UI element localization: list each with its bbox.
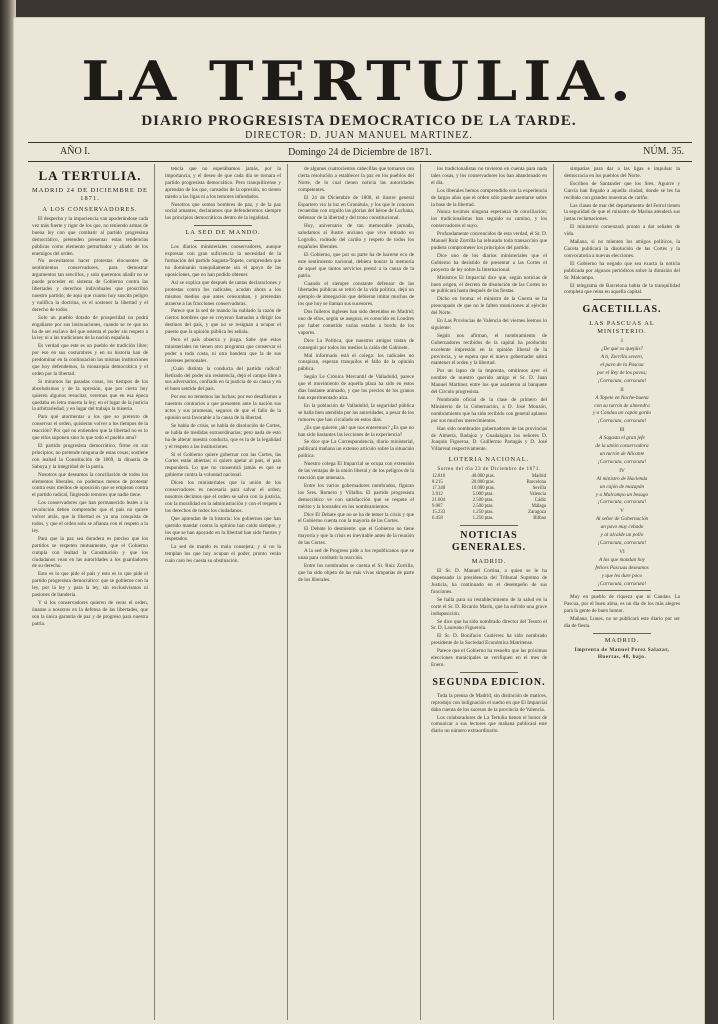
paragraph: El Gobierno ha negado que sea exacta la noticia publicada por algunos periódicos sobre la dimisión del Sr. Malcampo. — [564, 260, 680, 281]
news-place: MADRID. — [471, 558, 507, 566]
paragraph: El 24 de Diciembre de 1808, el ilustre general Espartero vio la luz en Granátula, y los que le conocen recuerdan con orgullo las glorias del héroe de Luchana, defensor de la libertad y del trono constitucional. — [298, 194, 414, 222]
column-divider — [287, 164, 288, 1020]
paragraph: El Sr. D. Bonifacio Gutiérrez ha sido nombrado presidente de la Sociedad Económica Matritense. — [431, 633, 547, 647]
poem-line: ¡Carracuta, carracuta! — [597, 580, 647, 587]
lottery-cell: Cádiz — [534, 498, 546, 504]
lottery-cell: 5.000 ptas. — [472, 492, 494, 498]
paragraph: En Las Provincias de Valencia del viernes leemos lo siguiente: — [431, 318, 547, 331]
poem-line: A los que mandan hoy — [598, 556, 645, 563]
stanza-number: I — [621, 338, 623, 345]
paragraph: Los colaboradores de La Tertulia tienen el honor de comunicar a sus lectores que mañana publicará este diario un número extraordinario. — [431, 714, 547, 735]
paragraph: Nosotros que deseamos la conciliación de todos los elementos liberales, no podemos menos de protestar contra esos medios de oposición que se emplean contra el partido radical, fingiendo temores que nadie tiene. — [32, 471, 148, 499]
dateline-rule — [28, 161, 692, 162]
poem-line: ¡Carracuta, carracuta! — [597, 539, 647, 546]
lottery-cell: 8.215 — [432, 480, 443, 486]
article-heading: LA SED DE MANDO. — [185, 229, 261, 237]
paragraph: El Sr. D. Manuel Cortina, a quien se le ha dispensado la presidencia del Tribunal Supremo de Justicia, ha continuado en el desempeño de sus funciones. — [431, 568, 547, 595]
poem-line: por el Rey de los pavos; — [597, 369, 647, 376]
lottery-cell: 9.087 — [432, 504, 443, 510]
paragraph: Muy en pueblo de riqueza que ni Candau. La Pascua, por el buen alma, es un día de los más alegres para la gente de buen humor. — [564, 594, 680, 615]
poem-line: y al alcalde un pollo — [600, 532, 644, 539]
lottery-cell: 40.000 ptas. — [471, 474, 495, 480]
poem-line: Al señor de Gobernación — [595, 516, 649, 523]
masthead — [14, 52, 704, 112]
article-heading: A LOS CONSERVADORES. — [42, 206, 138, 213]
paragraph: ¿Es que quieren ¡ah! que nos enteremos? ¿Es que no han sido bastantes las lecciones de la experiencia? — [298, 424, 414, 438]
paragraph: Se habla de crisis, se habla de disolución de Cortes, se habla de medidas extraordinarias; pero nada de esto ha de alterar nuestra conducta, que es la de la legalidad y el respeto a las instituciones. — [165, 422, 281, 450]
paragraph: El despecho y la impaciencia van apoderándose cada vez más fuerte y rigor de los que, no teniendo armas de buena ley con que combatir al partido progresista democrático, pretenden presentar estas tendencias públicas como elemento perturbador y aliado de los enemigos del orden. — [32, 216, 148, 257]
paragraph: Los conservadores que han permanecido leales a la revolución deben comprender que el país no quiere volver atrás, que la libertad es ya una conquista de todos, y que el orden solo se afianza con el respeto a la ley. — [32, 500, 148, 534]
poem-line: y a Malcampo un besugo — [595, 491, 649, 498]
issue-year: AÑO I. — [60, 146, 90, 157]
poem-line: ¡Carracuta, carracuta! — [597, 499, 647, 506]
lottery-cell: Zaragoza — [528, 510, 546, 516]
section-rule — [593, 590, 651, 591]
paragraph: Según Le Crónica Mercantil de Valladolid, parece que el movimiento de aquella plaza ha sido en estos días bastante animado, y que los precios de los granos han experimentado alza. — [298, 374, 414, 401]
paragraph: Han sido nombrados gobernadores de las provincias de Almería, Badajoz y Guadalajara los señores D. Joaquín Figueroa, D. Guillermo Partagás y D. José Villarreal respectivamente. — [431, 425, 547, 453]
poem-line: Al ministro de Hacienda — [596, 475, 648, 482]
paragraph: Esto es lo que pide el país y esto es lo que pide el partido progresista democrático: que se gobierne con la ley, por la ley y para la ley, sin exclusivismos ni pasiones de bandería. — [32, 571, 148, 599]
poem-title: LAS PASCUAS AL MINISTERIO. — [589, 320, 655, 336]
poem-line: un turrón de Alicante — [599, 451, 645, 457]
paragraph: Y si los conservadores quieren de veras el orden, únanse a nosotros en la defensa de las libertades, que son la única garantía de paz y de progreso para nuestra patria. — [32, 599, 148, 627]
paragraph: Cuando el siempre constante defensor de las libertades públicas se retiró de la vida política, dejó un ejemplo de abnegación que debieran imitar muchos de los que hoy se llaman sus sucesores. — [298, 280, 414, 308]
poem-line: y a Candau un capón gordo — [593, 410, 651, 417]
lottery-cell: Barcelona — [526, 480, 546, 486]
paragraph: Dos fulleros ingleses han sido detenidos en Madrid; uno de ellos, según se asegura, es conocido en Londres por haber cometido varias estafas a bordo de los vapores. — [298, 309, 414, 336]
lottery-cell: 1.250 ptas. — [472, 510, 494, 516]
newspaper-subtitle: DIARIO PROGRESISTA DEMOCRATICO DE LA TARDE. — [141, 113, 577, 129]
paragraph: Los liberales hemos comprendido con la experiencia de largos años que el orden sólo puede asentarse sobre la base de la libertad. — [431, 187, 547, 208]
gacetillas-heading: GACETILLAS. — [582, 304, 662, 316]
paragraph: Se dice que La Correspondencia, diario ministerial, publicará mañana un extenso artículo sobre la situación política. — [298, 439, 414, 460]
lottery-cell: 2.500 ptas. — [472, 504, 494, 510]
lottery-cell: Valencia — [529, 492, 546, 498]
lottery-cell: 2.500 ptas. — [472, 498, 494, 504]
issue-date: Domingo 24 de Diciembre de 1871. — [288, 147, 432, 158]
paragraph: Nuestro colega El Imparcial se ocupa con extensión de las ventajas de la unión liberal y de los peligros de la reacción que amenaza. — [298, 461, 414, 481]
section-rule — [593, 633, 651, 634]
section-rule — [460, 672, 518, 673]
poem-line: A ti, Zorrilla severo, — [600, 354, 644, 361]
lottery-cell: 1.250 ptas. — [472, 516, 494, 522]
paragraph: A la sed de Progreso pide a los republicanos que se unan para combatir la reacción. — [298, 548, 414, 561]
poem-line: de la unión conservadora — [595, 443, 649, 450]
paragraph: Parece que la sed de mando ha nublado la razón de ciertos hombres que se creyeron llamados a dirigir los destinos del país, y que no se resignan a ocupar el puesto que la opinión pública les señala. — [165, 308, 281, 336]
newspaper-title: LA TERTULIA. — [81, 50, 637, 114]
poem-line: un cajón de mazapán — [599, 483, 645, 490]
lottery-cell: Málaga — [531, 504, 546, 510]
poem-line: ¡Carracuta, carracuta! — [597, 377, 647, 384]
imprint-city: MADRID. — [604, 636, 640, 644]
paragraph: Según nos afirman, el nombramiento de Gobernadores recibidos de la capital ha producido excelente impresión en la opinión liberal de la provincia, y se espera que el nuevo gobernador sabrá mantener el orden y la libertad. — [431, 332, 547, 367]
column-1 — [32, 166, 148, 1016]
newspaper-page — [14, 18, 704, 1024]
paragraph: Las clases de mar del departamento del Ferrol tienen la seguridad de que el ministro de Marina atenderá sus justas reclamaciones. — [564, 202, 680, 223]
paragraph: Hoy, aniversario de tan memorable jornada, saludamos al ilustre anciano que vive retirado en Logroño, rodeado del cariño y respeto de todos los españoles liberales. — [298, 223, 414, 250]
paragraph: simpatías para dar a las ligas e impulsar la democracia en los pueblos del Norte. — [564, 166, 680, 179]
lottery-intro: Sorteo del día 23 de Diciembre de 1871. — [437, 466, 541, 473]
poem-line: ¡Carracuta, carracuta! — [597, 458, 647, 465]
lottery-cell: Sevilla — [532, 486, 546, 492]
paragraph: El Gobierno, que por su parte ha de hacerse eco de este sentimiento nacional, debiera honrar la memoria de aquel que tantos servicios prestó a la causa de la patria. — [298, 251, 414, 279]
column-3 — [298, 166, 414, 1016]
column-2 — [165, 166, 281, 1016]
lottery-cell: Madrid — [531, 474, 546, 480]
paragraph: Si el Gobierno quiere gobernar con las Cortes, las Cortes están abiertas; si quiere apelar al país, el país responderá. Lo que no consentirá jamás es que se gobierne contra la voluntad nacional. — [165, 451, 281, 479]
poem-line: y que les dure poco — [601, 572, 643, 579]
paragraph: Por eso no tememos las luchas; por eso desafiamos a nuestros contrarios a que presenten ante la nación sus actos y sus promesas, seguros de que el fallo de la opinión será favorable a la causa de la libertad. — [165, 394, 281, 421]
issue-dateline — [28, 146, 692, 160]
stanza-number: III — [619, 427, 625, 434]
stanza-number: IV — [619, 467, 625, 474]
paragraph: El Debate lo desmiente: que el Gobierno no tiene mayoría y que la crisis es inevitable antes de la reunión de las Cortes. — [298, 526, 414, 547]
paragraph: Entre los varios gobernadores nombrados, figuran los Sres. Romero y Villalba. El partido progresista democrático ve con satisfacción que se respete el mérito y la honradez en los nombramientos. — [298, 482, 414, 510]
paragraph: Para que la paz sea duradera es preciso que los partidos se respeten mutuamente, que el Gobierno cumpla con lealtad la Constitución y que los ciudadanos vean en las autoridades a los guardadores de su derecho. — [32, 535, 148, 570]
lottery-cell: 15.233 — [432, 510, 446, 516]
paragraph: El telegrama de Barcelona habla de la tranquilidad completa que reina en aquella capital. — [564, 282, 680, 296]
poem-line: un pavo muy cebado — [600, 524, 644, 531]
column-divider — [420, 164, 421, 1020]
printer-imprint: Imprenta de Manuel Perez Salazar, Huertas, 48, bajo. — [574, 646, 670, 660]
paragraph: Para qué atormentar a los que so pretexto de conservar el orden, quisieran volver a los tiempos de la reacción? Por qué no entienden que la libertad no es lo que ellos suponen sino lo que todo el pueblo ama? — [32, 414, 148, 442]
lottery-row — [431, 516, 547, 522]
second-edition-heading: SEGUNDA EDICION. — [432, 676, 546, 688]
stanza-number: VI — [619, 548, 625, 555]
paragraph: Se dice que ha sido nombrado director del Tesoro el Sr. D. Laureano Figuerola. — [431, 618, 547, 632]
paragraph: Si miramos las pasadas cosas, los tiempos de los absolutismos y de la opresión, que por cierto hoy quieren algunos resucitar, veremos que en esa época quedaba en letra muerta la ley; en el lugar de la justicia la arbitrariedad, y en lugar del trabajo la miseria. — [32, 378, 148, 413]
paragraph: Parece que el Gobierno ha resuelto que las próximas elecciones municipales se verifiquen en el mes de Enero. — [431, 648, 547, 668]
column-divider — [553, 164, 554, 1020]
paragraph: Mañana, si no mienten los amigos políticos, la Gaceta publicará la disolución de las Cortes y la convocatoria a nuevas elecciones. — [564, 239, 680, 259]
paragraph: Así se explica que después de tantas declaraciones y protestas contra los radicales, acudan ahora a los mismos medios que antes censuraban, y pretendan atraerse a las fracciones conservadoras. — [165, 279, 281, 307]
paragraph: Dicen los ministeriales que la unión de los conservadores es necesaria para salvar el orden; nosotros decimos que el orden se salva con la justicia, con la moralidad en la administración y con el respeto a los derechos de todos los ciudadanos. — [165, 480, 281, 514]
section-rule — [593, 299, 651, 300]
lottery-heading: LOTERIA NACIONAL. — [448, 456, 530, 464]
lottery-cell: 6.458 — [432, 516, 443, 522]
section-rule — [194, 225, 252, 226]
lottery-cell: 12.816 — [432, 474, 446, 480]
paragraph: Solo un pueblo dotado de prosperidad no podrá engañarse por sus insinuaciones, cuando se ve que no ha de ser esclavo del que ostenta el poder sin respeto a la ley ni a las tradiciones de la nación española. — [32, 314, 148, 342]
paragraph: Dice La Política, que nuestros amigos tratan de conseguir por todos los medios la caída del Gabinete. — [298, 337, 414, 351]
column-divider — [154, 164, 155, 1020]
stanza-number: V — [620, 508, 624, 515]
paragraph: Nosotros que somos hombres de paz, y de la paz social amantes, declaramos que defenderemos siempre los principios democráticos dentro de la legalidad. — [165, 201, 281, 222]
paragraph: ¡Cuán distinta la conducta del partido radical! Retirado del poder sin resistencia, dejó el campo libre a sus adversarios, confiado en la justicia de su causa y en el buen sentido del país. — [165, 365, 281, 393]
lottery-cell: 10.000 ptas. — [471, 486, 495, 492]
paragraph: El partido progresista democrático, firme en sus principios, no pretende ninguna de estas cosas; sostiene con lealtad la Constitución de 1869, la dinastía de Saboya y la integridad de la patria. — [32, 443, 148, 470]
paragraph: los tradicionalistas no tuvieron en cuenta para nada tales cosas, y los conservadores los han abandonado en el día. — [431, 166, 547, 186]
paragraph: de algunos cuatrocientos cabecillas que tornaron con cierta resolución a establecer la paz en los pueblos del Norte, de lo cual tienen noticia las autoridades competentes. — [298, 166, 414, 193]
poem-line: el pavo de la Pascua — [600, 362, 644, 369]
poem-line: ¿De qué os quejáis? — [600, 346, 644, 353]
paragraph: Mal informado está el colega: los radicales no conspiran, esperan tranquilos el fallo de la opinión pública. — [298, 352, 414, 373]
paragraph: No necesitamos hacer protestas elocuentes de sentimientos conservadores, para demostrar argumentos tan sencillos, y solo queremos añadir no se puede proceder en sistema de Gobierno contra las libertades y derechos individuales que proscribió nuestro partido; de aquí que cuanto hoy suscita peligro y nulifica la doctrina, es el sostener la libertad y el derecho de todos. — [32, 258, 148, 313]
issue-number: NÚM. 35. — [643, 146, 684, 157]
poem-line: felices Pascuas deseamos — [595, 564, 649, 571]
paragraph: Por un lapso de la imprenta, omitimos ayer el nombre de nuestro querido amigo el Sr. D. Juan Manuel Martínez entre los que asistieron al banquete del Círculo progresista. — [431, 368, 547, 396]
paragraph: tencia que no esperábamos jamás, por la importancia, y el deseo de que cada día se tornara el partido progresista democrático. Pero tranquilícense y aprendan de los que, cansados de la opresión, no tienen miedo a las ligas ni a los temores infundados. — [165, 166, 281, 200]
paragraph: En la población de Valladolid, la seguridad pública se halla bien atendida por las autoridades, a pesar de los rumores que han circulado en estos días. — [298, 402, 414, 423]
news-heading: NOTICIAS GENERALES. — [451, 530, 527, 554]
column-heading: LA TERTULIA. — [38, 168, 142, 183]
lottery-cell: Bilbao — [533, 516, 546, 522]
paragraph: Ministros El Imparcial dice que, según noticias de buen origen, el decreto de disolución de las Cortes no se publicará hasta después de las fiestas. — [431, 274, 547, 295]
poem-line: ¡Carracuta, carracuta! — [597, 418, 647, 425]
paragraph: Entre los nombrados se cuenta el Sr. Ruiz Zorrilla, que ha sido objeto de las más vivas simpatías de parte de los liberales. — [298, 562, 414, 583]
lottery-cell: 3.912 — [432, 492, 443, 498]
dateline-madrid: MADRID 24 DE DICIEMBRE DE 1871. — [32, 187, 148, 202]
paragraph: Dice uno de los diarios ministeriales que el Gobierno ha desistido de presentar a las Cortes el proyecto de ley sobre la Internacional. — [431, 252, 547, 273]
paragraph: Los diarios ministeriales conservadores, aunque expresan con gran suficiencia la necesidad de la formación del partido Sagasta-Topete, comprenden que no dominarán tranquilamente sin el apoyo de las oposiciones, que no han podido obtener. — [165, 244, 281, 278]
top-rule — [28, 142, 692, 143]
paragraph: Nombrado oficial de la clase de primero del Ministerio de la Gobernación, a D. José Monzón, nombramiento que ha sido recibido con general aplauso por sus muchos merecimientos. — [431, 397, 547, 424]
paragraph: La sed de mando es mala consejera; y si no la templan los que hoy ocupan el poder, pronto verán cuán caro les cuesta su obstinación. — [165, 544, 281, 565]
paragraph: Nunca tuvimos ninguna esperanza de conciliación; los tradicionalistas han seguido su camino, y los conservadores el suyo. — [431, 209, 547, 230]
paragraph: Dicho en broma: el ministro de la Guerra se ha preocupado de que no le falten municiones al ejército del Norte. — [431, 296, 547, 317]
paragraph: Dice El Debate que no se ha de temer la crisis y que el Gobierno cuenta con la mayoría de las Cortes. — [298, 511, 414, 525]
lottery-cell: 17.340 — [432, 486, 446, 492]
article-body — [32, 216, 148, 628]
paragraph: Toda la prensa de Madrid, sin distinción de matices, reprodujo con indignación el suelto en que El Imparcial daba cuenta de los sucesos de la provincia de Valencia. — [431, 692, 547, 713]
paragraph: Mañana, Lunes, no se publicará este diario por ser día de fiesta. — [564, 616, 680, 630]
lottery-table — [431, 474, 547, 522]
section-rule — [460, 525, 518, 526]
poem-line: A Topete en Noche-buena — [595, 394, 649, 401]
director-line: DIRECTOR: D. JUAN MANUEL MARTINEZ. — [245, 130, 473, 141]
lottery-cell: 21.604 — [432, 498, 446, 504]
paragraph: Es verdad que este es un pueblo de tradición libre; por eso en sus costumbres y en su historia han de predominar en la continuación las mismas instituciones que hoy defendemos, la monarquía democrática y el orden por la libertad. — [32, 343, 148, 377]
poem-line: A Sagasta el gran jefe — [599, 435, 645, 442]
paragraph: Se halla para su restablecimiento de la salud en la corte el Sr. D. Ricardo Marín, que ha sufrido una grave indisposición. — [431, 596, 547, 617]
column-4 — [431, 166, 547, 1016]
paragraph: Escriben de Santander que los Sres. Aguirre y García han llegado a aquella ciudad, donde se les ha recibido con grandes muestras de cariño. — [564, 180, 680, 201]
paragraph: El ministerio comenzará pronto a dar señales de vida. — [564, 224, 680, 238]
stanza-number: II — [620, 386, 624, 393]
paragraph: Profundamente convencidos de esta verdad, el Sr. D. Manuel Ruiz Zorrilla ha rehusado toda transacción que pudiera comprometer los principios del partido. — [431, 231, 547, 251]
lottery-cell: 20.000 ptas. — [471, 480, 495, 486]
paragraph: Que aprendan de la historia: los gobiernos que han querido mandar contra la opinión han caído siempre, y los que se han apoyado en la libertad han sido fuertes y respetados. — [165, 515, 281, 543]
section-rule — [194, 240, 252, 241]
poem-line: con su turrón de almendra — [594, 402, 650, 409]
paragraph: Pero el país observa y juzga. Sabe que estos ministeriales no tienen otro programa que conservar el poder a toda costa, ni otra bandera que la de sus intereses personales. — [165, 337, 281, 364]
poem — [564, 338, 680, 587]
column-5 — [564, 166, 680, 1016]
